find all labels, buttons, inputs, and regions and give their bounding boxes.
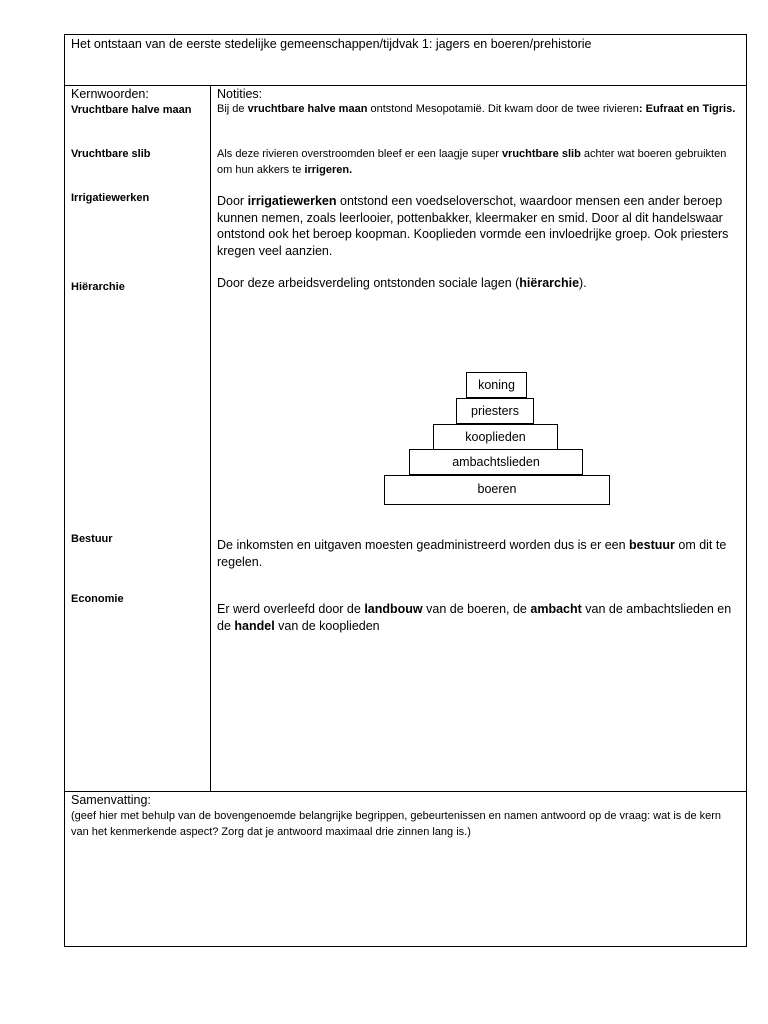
note-hierarchie: Door deze arbeidsverdeling ontstonden sociale lagen (hiërarchie). bbox=[217, 276, 587, 290]
keyword-irrigatiewerken: Irrigatiewerken bbox=[71, 192, 150, 204]
keyword-bestuur: Bestuur bbox=[71, 533, 113, 545]
pyramid-level-priesters: priesters bbox=[456, 398, 534, 424]
pyramid-level-ambachtslieden: ambachtslieden bbox=[409, 449, 583, 475]
summary-divider bbox=[64, 791, 747, 792]
column-divider bbox=[210, 85, 211, 791]
note-economie: Er werd overleefd door de landbouw van de boeren, de ambacht van de ambachtslieden en de handel van de kooplieden bbox=[217, 602, 732, 633]
summary-answer-area[interactable] bbox=[66, 842, 745, 945]
pyramid-level-boeren: boeren bbox=[384, 475, 610, 505]
summary-label: Samenvatting: bbox=[71, 793, 151, 807]
summary-instructions: (geef hier met behulp van de bovengenoemde belangrijke begrippen, gebeurtenissen en namen antwoord op de vraag: wat is de kern van het kenmerkende aspect? Zorg dat je antwoord maximaal drie zinnen lang is.) bbox=[71, 810, 722, 838]
keyword-hierarchie: Hiërarchie bbox=[71, 281, 125, 293]
keywords-header: Kernwoorden: bbox=[71, 87, 149, 101]
notes-header: Notities: bbox=[217, 87, 263, 101]
pyramid-level-kooplieden: kooplieden bbox=[433, 424, 558, 450]
note-irrigatiewerken: Door irrigatiewerken ontstond een voedseloverschot, waardoor mensen een ander beroep kunnen nemen, zoals leerlooier, pottenbakker, kleermaker en smid. Door al dit handelswaar ontstond ook het beroep koopman. Kooplieden vormde een invloedrijke groep. Ook priesters kregen veel aanzien. bbox=[217, 194, 729, 258]
note-slib: Als deze rivieren overstroomden bleef er een laagje super vruchtbare slib achter wat boeren gebruikten om hun akkers te irrigeren. bbox=[217, 148, 727, 176]
note-halve-maan: Bij de vruchtbare halve maan ontstond Mesopotamië. Dit kwam door de twee rivieren: Eufraat en Tigris. bbox=[217, 103, 736, 115]
page-title: Het ontstaan van de eerste stedelijke gemeenschappen/tijdvak 1: jagers en boeren/prehistorie bbox=[71, 37, 592, 51]
pyramid-level-koning: koning bbox=[466, 372, 527, 398]
header-divider bbox=[64, 85, 747, 86]
keyword-economie: Economie bbox=[71, 593, 124, 605]
keyword-vruchtbare-halve-maan: Vruchtbare halve maan bbox=[71, 104, 192, 116]
keyword-vruchtbare-slib: Vruchtbare slib bbox=[71, 148, 151, 160]
note-bestuur: De inkomsten en uitgaven moesten geadministreerd worden dus is er een bestuur om dit te regelen. bbox=[217, 538, 727, 569]
